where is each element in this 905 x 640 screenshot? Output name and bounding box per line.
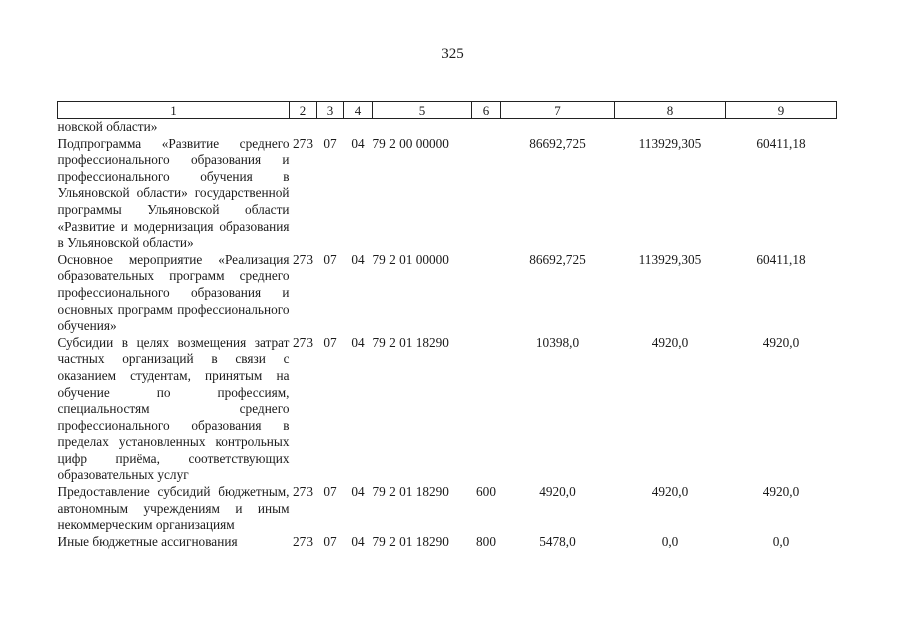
header-col-7: 7	[501, 102, 615, 119]
row-description: Иные бюджетные ассигнования	[57, 533, 238, 549]
table-row	[58, 534, 837, 551]
cell-c7: 5478,0	[539, 533, 576, 549]
cell-c5: 79 2 01 18290	[372, 533, 449, 549]
cell-c8: 113929,305	[638, 251, 702, 267]
cell-c6	[472, 252, 501, 335]
cell-c9: 4920,0	[762, 334, 800, 350]
cell-c7: 10398,0	[535, 334, 580, 350]
cell-c4: 04	[351, 533, 365, 549]
cell-c2: 273	[293, 135, 313, 151]
row-description: Предоставление субсидий бюджетным, автономным учреждениям и иным некоммерческим организациям	[57, 484, 290, 533]
table-row	[58, 335, 837, 484]
header-col-1: 1	[58, 102, 290, 119]
cell-c3: 07	[323, 135, 337, 151]
cell-c2: 273	[293, 484, 313, 500]
cell-c7: 4920,0	[539, 484, 576, 500]
cell-c2: 273	[293, 251, 313, 267]
row-description: Подпрограмма «Развитие среднего профессионального образования и профессионального обучения в Ульяновской области» государственной программы Ульяновской области «Развитие и модернизация образования в Ульяновской области»	[57, 135, 290, 251]
cell-c6: 800	[476, 533, 496, 549]
table-row	[58, 136, 837, 252]
cell-c9: 60411,18	[756, 135, 806, 151]
cell-c5: 79 2 01 00000	[372, 251, 449, 267]
cell-c4: 04	[351, 334, 365, 350]
cell-c7: 86692,725	[529, 251, 586, 267]
cell-c9: 0,0	[772, 533, 790, 549]
cell-c8: 4920,0	[651, 484, 689, 500]
cell-c2: 273	[293, 334, 313, 350]
table-row	[58, 252, 837, 335]
cell-c7: 86692,725	[529, 135, 586, 151]
table-header-row	[58, 102, 837, 119]
row-description: Субсидии в целях возмещения затрат частных организаций в связи с оказанием студентам, принятым на обучение по профессиям, специальностям среднего профессионального образования в пределах установленных контрольных цифр приёма, соответствующих образовательных услуг	[57, 334, 290, 483]
cell-c5: 79 2 01 18290	[372, 484, 449, 500]
cell-c8: 113929,305	[638, 135, 702, 151]
budget-table	[57, 101, 837, 550]
cell-c3: 07	[323, 484, 337, 500]
cell-c9: 60411,18	[756, 251, 806, 267]
header-col-4: 4	[344, 102, 373, 119]
header-col-6: 6	[472, 102, 501, 119]
header-col-9: 9	[726, 102, 837, 119]
table-row-continuation	[58, 119, 837, 136]
cell-c3: 07	[323, 533, 337, 549]
cell-c5: 79 2 01 18290	[372, 334, 449, 350]
header-col-5: 5	[373, 102, 472, 119]
continuation-text: новской области»	[57, 119, 158, 134]
cell-c6	[472, 136, 501, 252]
cell-c3: 07	[323, 251, 337, 267]
cell-c3: 07	[323, 334, 337, 350]
cell-c8: 4920,0	[651, 334, 689, 350]
header-col-2: 2	[290, 102, 317, 119]
cell-c4: 04	[351, 484, 365, 500]
cell-c8: 0,0	[661, 533, 679, 549]
cell-c4: 04	[351, 135, 365, 151]
cell-c4: 04	[351, 251, 365, 267]
cell-c2: 273	[293, 533, 313, 549]
header-col-3: 3	[317, 102, 344, 119]
cell-c9: 4920,0	[762, 484, 800, 500]
cell-c6: 600	[476, 484, 496, 500]
cell-c5: 79 2 00 00000	[372, 135, 449, 151]
cell-c6	[472, 335, 501, 484]
row-description: Основное мероприятие «Реализация образовательных программ среднего профессионального образования и основных программ профессионального обучения»	[57, 251, 290, 334]
page-number: 325	[441, 46, 464, 62]
table-row	[58, 484, 837, 534]
header-col-8: 8	[615, 102, 726, 119]
